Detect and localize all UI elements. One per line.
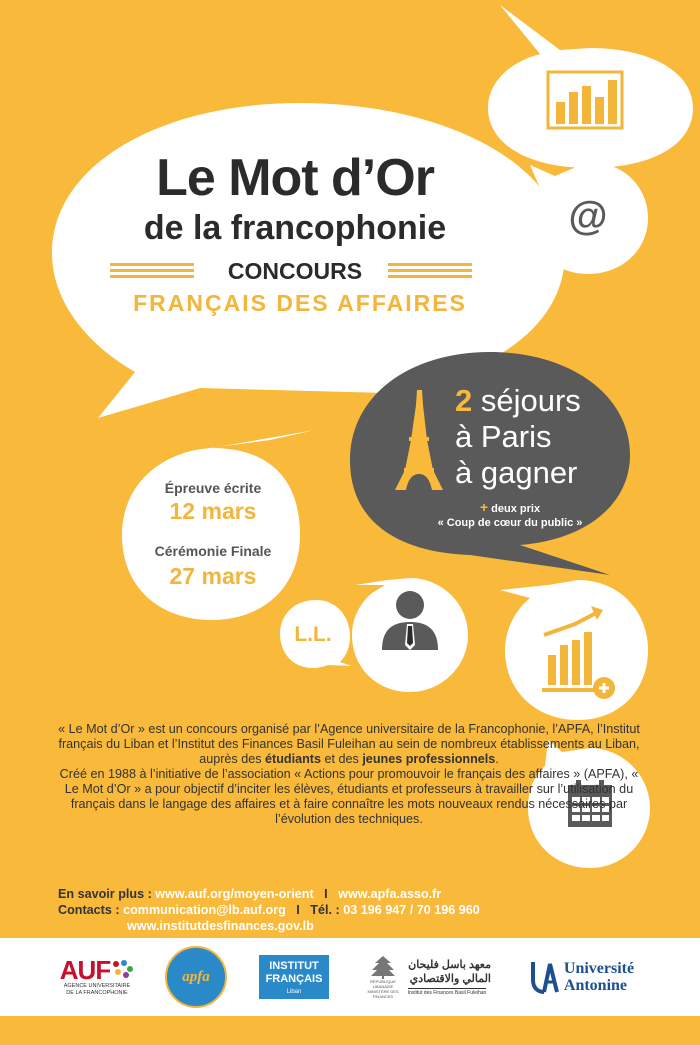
contacts-line [58, 903, 480, 918]
partner-logos-bar [0, 938, 700, 1016]
institut-francais-logo[interactable] [256, 938, 332, 1016]
separator: I [285, 903, 311, 917]
phone-number: 03 196 947 / 70 196 960 [343, 903, 480, 917]
institute-url-line [127, 919, 314, 934]
at-icon: @ [568, 194, 608, 238]
prize-text [455, 383, 581, 491]
apfa-globe-icon [165, 946, 227, 1008]
ua-name [564, 960, 634, 994]
description-p1-start: « Le Mot d’Or » est un concours organisé par l’Agence universitaire de la Francophonie, l’APFA, l’Institut français du Liban et l’Institut des Finances Basil Fuleihan au sein de nombreux établissements au Liban, auprès des [58, 722, 640, 766]
event-label-final: Cérémonie Finale [154, 543, 272, 559]
ua-line2: Antonine [563, 977, 628, 994]
if-line2: FRANÇAIS [265, 973, 323, 985]
extra-prize-name: « Coup de cœur du public » [437, 517, 583, 529]
prize-line3: à gagner [455, 455, 578, 490]
title-sub: de la francophonie [143, 209, 447, 247]
auf-dots-icon [110, 958, 134, 982]
auf-subtitle-1: AGENCE UNIVERSITAIRE [63, 983, 131, 989]
apfa-logo-text: apfa [182, 968, 210, 985]
prize-line1 [455, 383, 581, 419]
apfa-link[interactable]: www.apfa.asso.fr [338, 887, 442, 901]
institut-finances-arabic: معهد باسل فليحان المالي والاقتصادي [408, 959, 491, 985]
events-bubble [122, 430, 315, 620]
institut-finances-french: Institut des Finances Basil Fuleihan [407, 990, 487, 996]
cedar-icon [370, 955, 396, 979]
auf-logo[interactable] [52, 938, 142, 1016]
apfa-logo[interactable] [163, 938, 229, 1016]
description-p1-mid: et des [321, 752, 363, 766]
extra-prizes [395, 500, 625, 530]
prize-number: 2 [455, 383, 473, 418]
event-date-final: 27 mars [169, 563, 257, 589]
plus-sign: + [479, 499, 489, 515]
institut-francais-box [259, 955, 329, 999]
if-line1: INSTITUT [269, 960, 319, 972]
auf-link[interactable]: www.auf.org/moyen-orient [155, 887, 314, 901]
concours-label: CONCOURS [227, 258, 363, 284]
ua-monogram-icon [530, 960, 560, 994]
extra-prize-count: deux prix [488, 503, 541, 515]
description-bold-students: étudiants [265, 752, 321, 766]
institut-finances-text [403, 958, 491, 996]
event-date-written: 12 mars [169, 498, 257, 524]
prize-line1-rest: séjours [472, 383, 581, 418]
initials-label: L.L. [294, 623, 332, 646]
description-p1-end: . [495, 752, 499, 766]
event-label-written: Épreuve écrite [164, 480, 262, 496]
auf-subtitle-2: DE LA FRANCOPHONIE [66, 990, 128, 996]
if-line3: Liban [286, 989, 302, 995]
institute-link[interactable]: www.institutdesfinances.gov.lb [127, 919, 314, 933]
description-paragraph-2: Créé en 1988 à l’initiative de l’association « Actions pour promouvoir le français des affaires » (APFA), « Le Mot d’Or » a pour objectif d’inciter les élèves, étudiants et professeurs à travailler sur l’utilisation du français dans le langage des affaires et à faire connaître les mots nouveaux rendus nécessaires par l’évolution des techniques. [59, 767, 639, 826]
republic-label: RÉPUBLIQUE LIBANAISE [370, 979, 396, 989]
title-main: Le Mot d’Or [156, 149, 434, 207]
separator: I [313, 887, 339, 901]
ministry-emblem [363, 955, 403, 999]
extra-prize-line1 [395, 500, 625, 516]
info-line [58, 887, 441, 902]
info-label: En savoir plus : [58, 887, 156, 901]
contacts-label: Contacts : [58, 903, 124, 917]
competition-subtitle: FRANÇAIS DES AFFAIRES [133, 290, 467, 316]
institut-finances-logo[interactable] [362, 938, 492, 1016]
prize-line2: à Paris [455, 419, 552, 454]
universite-antonine-logo[interactable] [512, 938, 652, 1016]
description-paragraph-1 [58, 722, 640, 767]
footer-band [0, 1016, 700, 1045]
ministry-label: MINISTÈRE DES FINANCES [367, 989, 399, 999]
description-bold-professionals: jeunes professionnels [362, 752, 496, 766]
auf-logo-text: AUF [59, 955, 111, 985]
email-link[interactable]: communication@lb.auf.org [123, 903, 286, 917]
ua-line1: Université [563, 960, 635, 977]
description-text [58, 722, 640, 827]
tel-label: Tél. : [310, 903, 344, 917]
